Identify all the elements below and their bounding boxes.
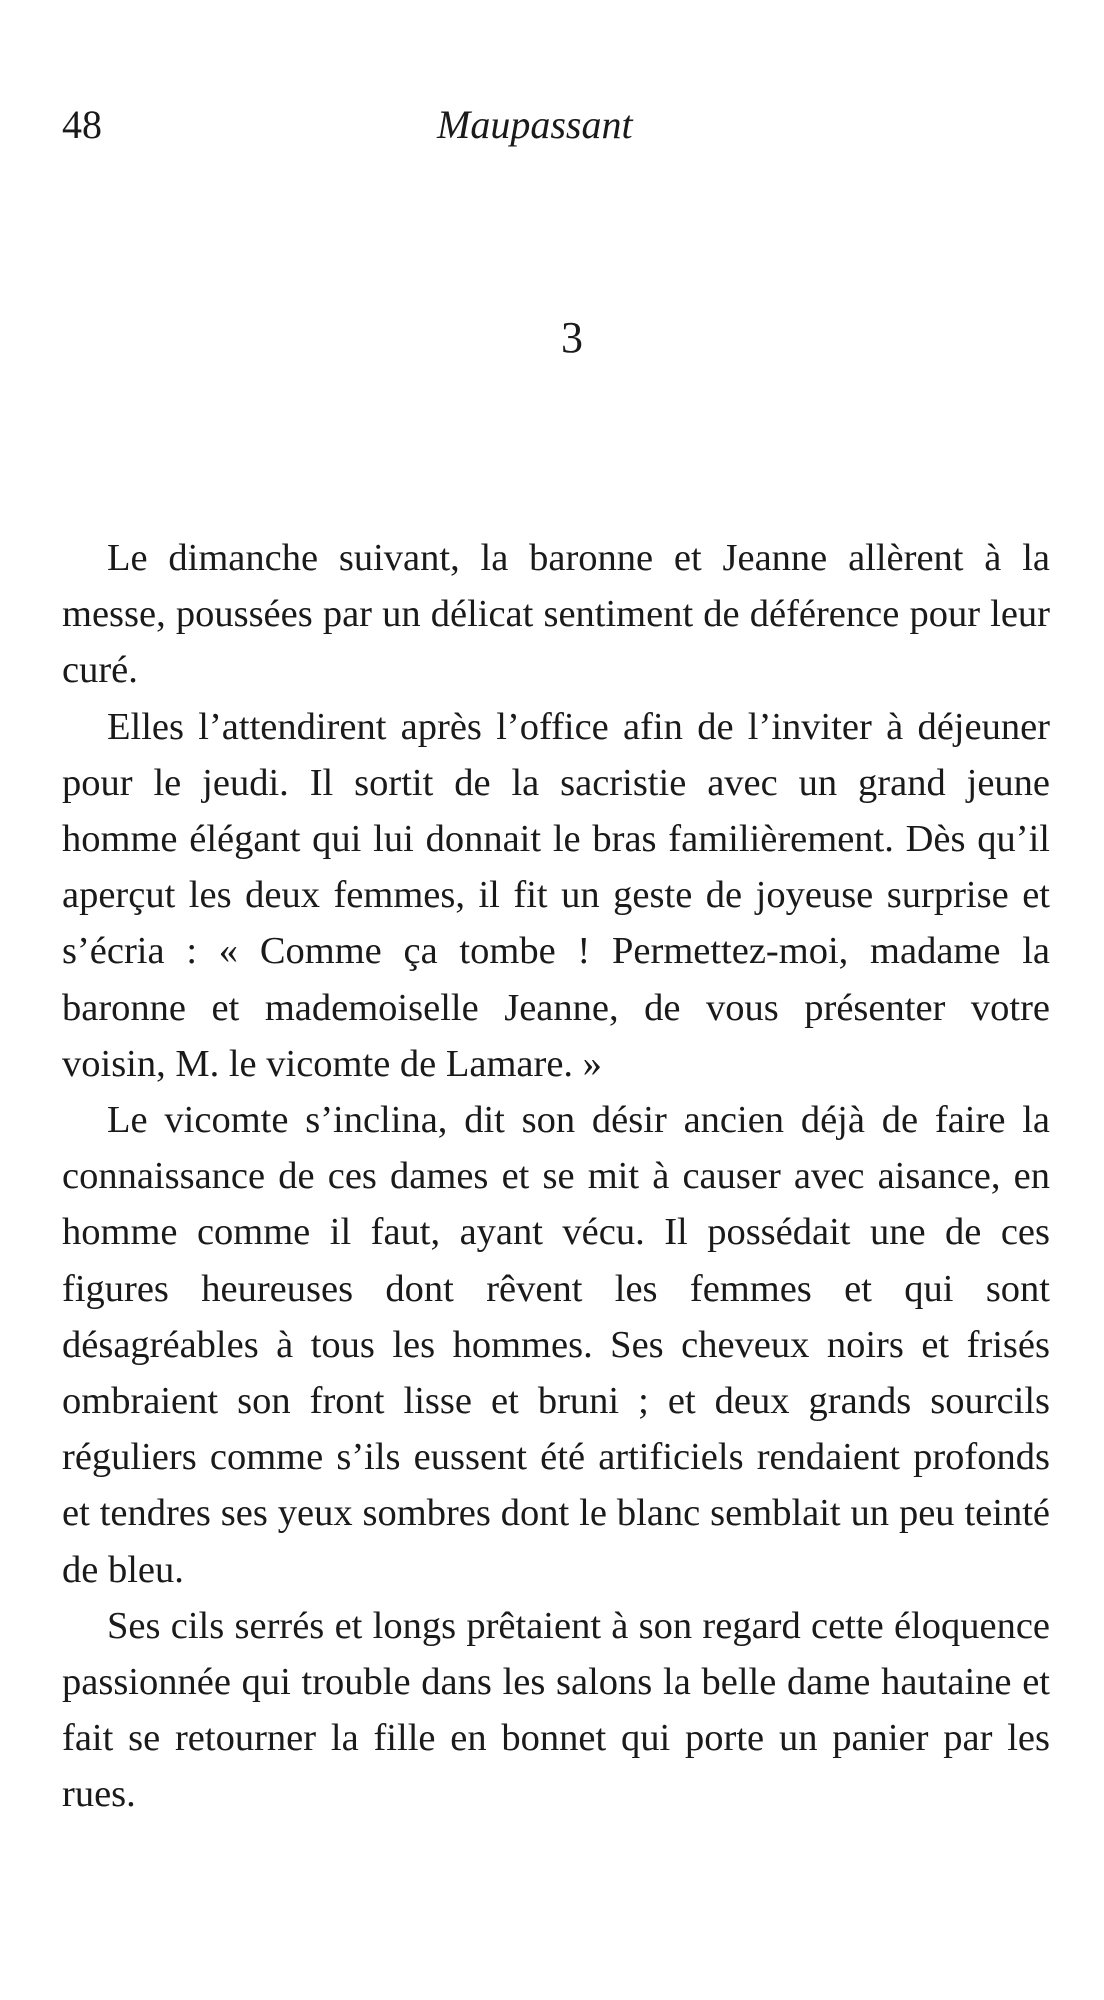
- running-head: [62, 100, 1052, 150]
- page-number: 48: [62, 102, 102, 147]
- paragraph: Le vicomte s’inclina, dit son désir ancien déjà de faire la connaissance de ces dames et se mit à causer avec aisance, en homme comme il faut, ayant vécu. Il possédait une de ces figures heureuses dont rêvent les femmes et qui sont désagréables à tous les hommes. Ses cheveux noirs et frisés ombraient son front lisse et bruni ; et deux grands sourcils réguliers comme s’ils eussent été artificiels rendaient profonds et tendres ses yeux sombres dont le blanc semblait un peu teinté de bleu.: [62, 1099, 1050, 1591]
- body-text: [62, 530, 1050, 1823]
- paragraph: Ses cils serrés et longs prêtaient à son regard cette éloquence passionnée qui trouble dans les salons la belle dame hautaine et fait se retourner la fille en bonnet qui porte un panier par les rues.: [62, 1604, 1050, 1816]
- book-title: Maupassant: [437, 102, 633, 147]
- chapter-number: 3: [561, 313, 583, 362]
- paragraph: Le dimanche suivant, la baronne et Jeanne allèrent à la messe, poussées par un délicat sentiment de déférence pour leur curé.: [62, 537, 1050, 692]
- paragraph: Elles l’attendirent après l’office afin de l’inviter à déjeuner pour le jeudi. Il sortit de la sacristie avec un grand jeune homme élégant qui lui donnait le bras familièrement. Dès qu’il aperçut les deux femmes, il fit un geste de joyeuse surprise et s’écria : « Comme ça tombe ! Permettez-moi, madame la baronne et mademoiselle Jeanne, de vous présenter votre voisin, M. le vicomte de Lamare. »: [62, 705, 1050, 1085]
